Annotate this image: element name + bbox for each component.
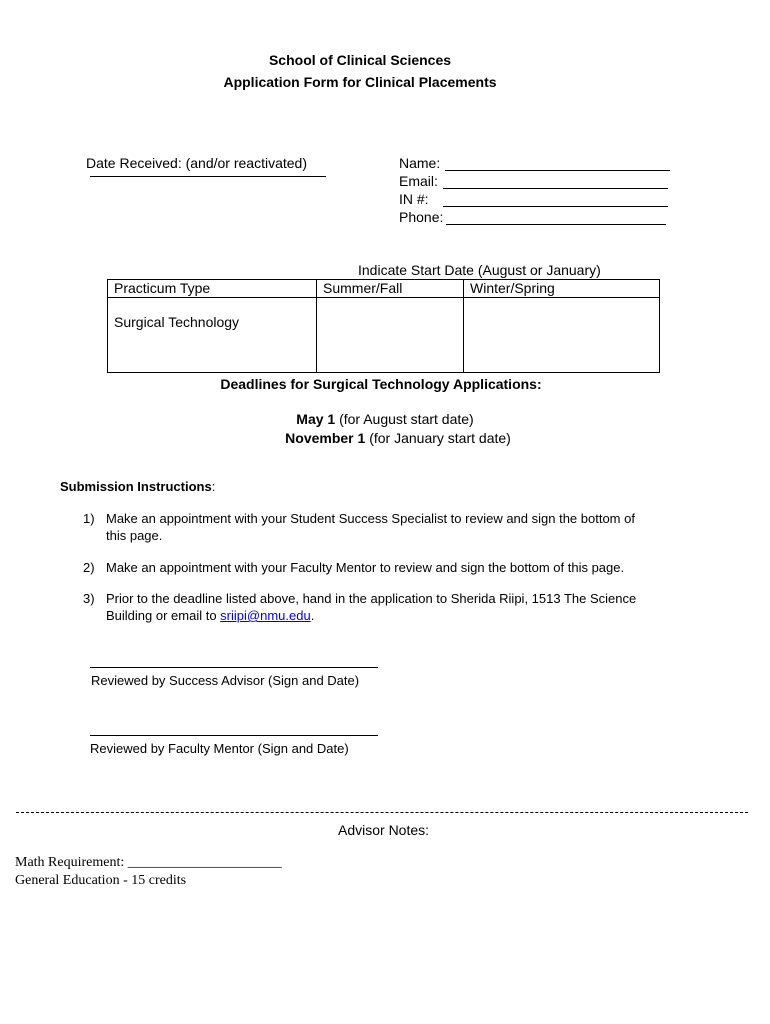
step-3-line2-pre: Building or email to bbox=[106, 608, 221, 623]
step-3-line1: Prior to the deadline listed above, hand in the application to Sherida Riipi, 1513 The Science bbox=[106, 591, 637, 606]
table-row bbox=[108, 298, 660, 373]
col-practicum-type: Practicum Type bbox=[108, 280, 317, 298]
step-3-number: 3) bbox=[83, 591, 95, 606]
deadline-may-note: (for August start date) bbox=[335, 411, 474, 427]
deadline-may-date: May 1 bbox=[296, 411, 336, 427]
col-summer-fall: Summer/Fall bbox=[317, 280, 464, 298]
mentor-signature-label: Reviewed by Faculty Mentor (Sign and Date) bbox=[90, 741, 349, 756]
step-1-line2: this page. bbox=[106, 528, 163, 543]
email-label: Email: bbox=[399, 173, 438, 189]
deadline-november-note: (for January start date) bbox=[365, 430, 511, 446]
general-education: General Education - 15 credits bbox=[15, 873, 187, 888]
submission-heading-text: Submission Instructions bbox=[60, 479, 212, 494]
deadline-november-date: November 1 bbox=[285, 430, 366, 446]
submission-heading-colon: : bbox=[211, 479, 216, 494]
summer-fall-cell[interactable] bbox=[317, 298, 464, 373]
in-number-label: IN #: bbox=[399, 191, 429, 207]
step-2-line1: Make an appointment with your Faculty Mentor to review and sign the bottom of this page. bbox=[106, 560, 625, 575]
math-requirement: Math Requirement: ______________________ bbox=[15, 855, 282, 870]
step-2-number: 2) bbox=[83, 560, 95, 575]
advisor-notes-heading: Advisor Notes: bbox=[338, 822, 430, 838]
in-number-field[interactable] bbox=[443, 192, 668, 207]
practicum-table bbox=[107, 279, 660, 373]
step-3-line2-post: . bbox=[310, 608, 315, 623]
start-date-caption: Indicate Start Date (August or January) bbox=[358, 262, 601, 278]
phone-field[interactable] bbox=[446, 210, 666, 225]
submission-heading bbox=[60, 479, 215, 494]
name-field[interactable] bbox=[445, 156, 670, 171]
date-received-line[interactable] bbox=[90, 176, 326, 177]
deadlines-heading: Deadlines for Surgical Technology Applications: bbox=[220, 376, 542, 392]
name-label: Name: bbox=[399, 155, 441, 171]
step-1-number: 1) bbox=[83, 511, 95, 526]
school-title: School of Clinical Sciences bbox=[268, 52, 452, 68]
date-received-label: Date Received: (and/or reactivated) bbox=[86, 155, 307, 171]
winter-spring-cell[interactable] bbox=[464, 298, 660, 373]
mentor-signature-line[interactable] bbox=[90, 735, 378, 736]
col-winter-spring: Winter/Spring bbox=[464, 280, 660, 298]
step-1-line1: Make an appointment with your Student Success Specialist to review and sign the bottom of bbox=[106, 511, 635, 526]
phone-label: Phone: bbox=[399, 209, 444, 225]
email-link[interactable]: sriipi@nmu.edu bbox=[220, 608, 311, 623]
email-field[interactable] bbox=[443, 174, 668, 189]
advisor-signature-label: Reviewed by Success Advisor (Sign and Date) bbox=[91, 673, 360, 688]
deadline-may bbox=[0, 411, 770, 427]
table-header-row bbox=[108, 280, 660, 298]
form-title: Application Form for Clinical Placements bbox=[223, 74, 497, 90]
practicum-type-cell: Surgical Technology bbox=[108, 298, 317, 373]
dashed-divider bbox=[16, 812, 748, 813]
step-3-line2 bbox=[106, 608, 314, 623]
deadline-november bbox=[0, 430, 770, 446]
advisor-signature-line[interactable] bbox=[90, 667, 378, 668]
